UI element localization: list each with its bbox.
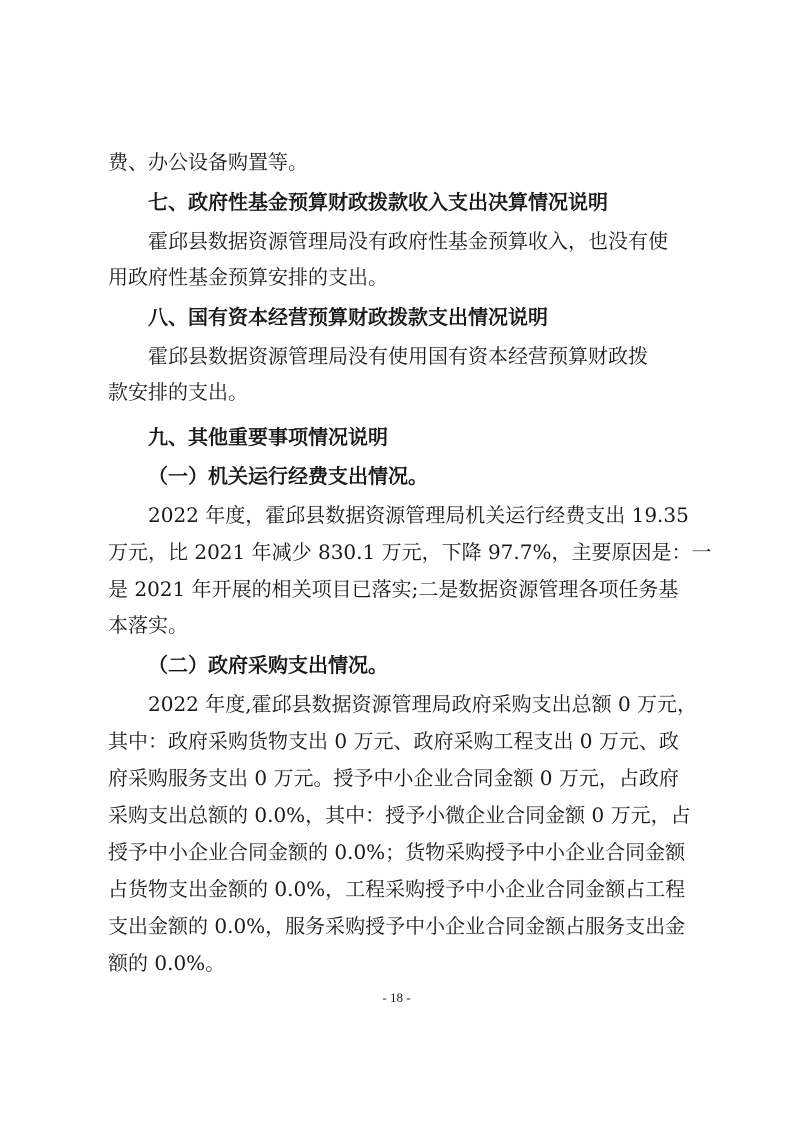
paragraph-9-1-line-4: 本落实。 bbox=[108, 613, 188, 637]
paragraph-9-1-line-3: 是 2021 年开展的相关项目已落实;二是数据资源管理各项任务基 bbox=[108, 577, 679, 601]
paragraph-9-2-line-1: 2022 年度,霍邱县数据资源管理局政府采购支出总额 0 万元， bbox=[148, 692, 698, 716]
paragraph-9-1-line-2: 万元，比 2021 年减少 830.1 万元，下降 97.7%，主要原因是：一 bbox=[108, 540, 712, 564]
page-number: - 18 - bbox=[382, 990, 411, 1005]
heading-7: 七、政府性基金预算财政拨款收入支出决算情况说明 bbox=[148, 190, 608, 214]
paragraph-9-2-line-3: 府采购服务支出 0 万元。授予中小企业合同金额 0 万元，占政府 bbox=[108, 766, 679, 790]
paragraph-9-1-line-1: 2022 年度，霍邱县数据资源管理局机关运行经费支出 19.35 bbox=[148, 503, 689, 527]
paragraph-9-2-line-7: 支出金额的 0.0%，服务采购授予中小企业合同金额占服务支出金 bbox=[108, 914, 686, 938]
paragraph-9-2-line-6: 占货物支出金额的 0.0%，工程采购授予中小企业合同金额占工程 bbox=[108, 877, 686, 901]
heading-8: 八、国有资本经营预算财政拨款支出情况说明 bbox=[148, 305, 548, 329]
heading-9: 九、其他重要事项情况说明 bbox=[148, 425, 388, 449]
paragraph-8-line-2: 款安排的支出。 bbox=[108, 380, 248, 404]
paragraph-9-2-line-4: 采购支出总额的 0.0%，其中：授予小微企业合同金额 0 万元，占 bbox=[108, 803, 691, 827]
paragraph-9-2-line-8: 额的 0.0%。 bbox=[108, 951, 226, 975]
paragraph-8-line-1: 霍邱县数据资源管理局没有使用国有资本经营预算财政拨 bbox=[148, 344, 648, 368]
subheading-9-2: （二）政府采购支出情况。 bbox=[148, 653, 388, 677]
paragraph-7-line-2: 用政府性基金预算安排的支出。 bbox=[108, 265, 388, 289]
paragraph-7-line-1: 霍邱县数据资源管理局没有政府性基金预算收入，也没有使 bbox=[148, 229, 668, 253]
subheading-9-1: （一）机关运行经费支出情况。 bbox=[148, 464, 428, 488]
paragraph-6-end: 费、办公设备购置等。 bbox=[108, 150, 308, 174]
paragraph-9-2-line-5: 授予中小企业合同金额的 0.0%；货物采购授予中小企业合同金额 bbox=[108, 840, 686, 864]
paragraph-9-2-line-2: 其中：政府采购货物支出 0 万元、政府采购工程支出 0 万元、政 bbox=[108, 729, 679, 753]
